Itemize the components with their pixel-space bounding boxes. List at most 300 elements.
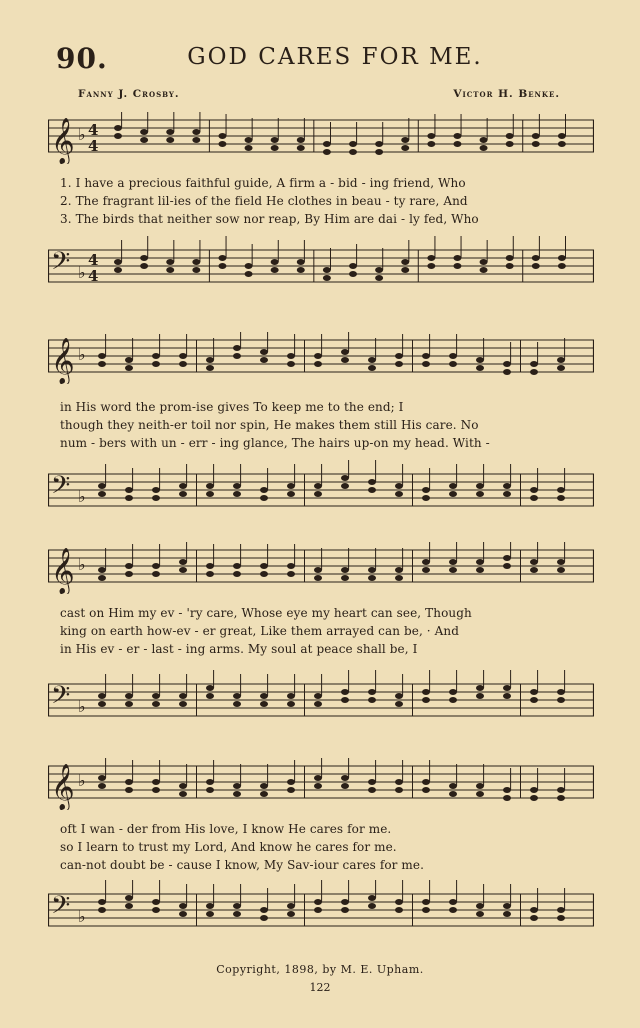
notehead	[192, 137, 200, 143]
notehead	[341, 575, 349, 581]
notehead	[506, 133, 514, 139]
notehead	[449, 353, 457, 359]
notehead	[530, 907, 538, 913]
notehead	[260, 701, 268, 707]
notehead	[401, 267, 409, 273]
notehead	[557, 795, 565, 801]
time-signature: 4	[88, 267, 99, 285]
notehead	[125, 779, 133, 785]
notehead	[530, 567, 538, 573]
bass-staff-system-3	[48, 670, 594, 732]
notehead	[152, 361, 160, 367]
notehead	[179, 483, 187, 489]
notehead	[125, 787, 133, 793]
notehead	[287, 701, 295, 707]
time-signature: 4	[88, 251, 99, 269]
notehead	[233, 693, 241, 699]
notehead	[206, 563, 214, 569]
notehead	[503, 483, 511, 489]
notehead	[287, 361, 295, 367]
notehead	[532, 133, 540, 139]
notehead	[297, 137, 305, 143]
hymn-title: GOD CARES FOR ME.	[187, 44, 483, 70]
treble-staff-system-1	[48, 112, 594, 164]
notehead	[125, 903, 133, 909]
notehead	[503, 563, 511, 569]
notehead	[503, 795, 511, 801]
notehead	[557, 357, 565, 363]
treble-clef-icon: 𝄞	[51, 764, 75, 810]
page-number: 122	[309, 981, 331, 994]
notehead	[314, 693, 322, 699]
notehead	[341, 697, 349, 703]
notehead	[206, 357, 214, 363]
notehead	[368, 479, 376, 485]
notehead	[287, 563, 295, 569]
notehead	[368, 779, 376, 785]
notehead	[260, 783, 268, 789]
lyric-line-4-1: oft I wan - der from His love, I know He cares for me.	[60, 822, 392, 836]
notehead	[206, 779, 214, 785]
notehead	[98, 353, 106, 359]
notehead	[323, 267, 331, 273]
notehead	[453, 263, 461, 269]
notehead	[179, 911, 187, 917]
notehead	[98, 361, 106, 367]
notehead	[506, 255, 514, 261]
notehead	[530, 697, 538, 703]
notehead	[368, 895, 376, 901]
notehead	[375, 149, 383, 155]
notehead	[179, 491, 187, 497]
notehead	[260, 571, 268, 577]
notehead	[152, 353, 160, 359]
notehead	[98, 907, 106, 913]
notehead	[152, 779, 160, 785]
notehead	[341, 783, 349, 789]
notehead	[368, 689, 376, 695]
notehead	[287, 911, 295, 917]
notehead	[395, 899, 403, 905]
notehead	[152, 495, 160, 501]
notehead	[140, 255, 148, 261]
notehead	[125, 563, 133, 569]
notehead	[260, 349, 268, 355]
notehead	[125, 495, 133, 501]
notehead	[503, 361, 511, 367]
notehead	[125, 365, 133, 371]
notehead	[233, 791, 241, 797]
notehead	[368, 697, 376, 703]
notehead	[530, 495, 538, 501]
notehead	[114, 267, 122, 273]
notehead	[449, 559, 457, 565]
notehead	[233, 571, 241, 577]
notehead	[480, 259, 488, 265]
notehead	[140, 263, 148, 269]
notehead	[98, 783, 106, 789]
notehead	[422, 495, 430, 501]
notehead	[152, 563, 160, 569]
notehead	[449, 899, 457, 905]
notehead	[395, 701, 403, 707]
notehead	[375, 275, 383, 281]
notehead	[166, 259, 174, 265]
notehead	[480, 267, 488, 273]
notehead	[503, 369, 511, 375]
notehead	[314, 899, 322, 905]
lyric-line-2-3: num - bers with un - err - ing glance, The hairs up-on my head. With -	[60, 436, 490, 450]
notehead	[557, 697, 565, 703]
notehead	[260, 357, 268, 363]
lyric-line-1-3: 3. The birds that neither sow nor reap, By Him are dai - ly fed, Who	[60, 212, 479, 226]
notehead	[480, 137, 488, 143]
notehead	[206, 903, 214, 909]
notehead	[395, 575, 403, 581]
notehead	[140, 129, 148, 135]
notehead	[422, 361, 430, 367]
notehead	[245, 271, 253, 277]
notehead	[449, 783, 457, 789]
notehead	[341, 567, 349, 573]
notehead	[140, 137, 148, 143]
copyright-notice: Copyright, 1898, by M. E. Upham.	[216, 963, 424, 976]
notehead	[341, 349, 349, 355]
notehead	[449, 483, 457, 489]
notehead	[557, 689, 565, 695]
notehead	[557, 487, 565, 493]
notehead	[503, 685, 511, 691]
notehead	[422, 353, 430, 359]
notehead	[314, 483, 322, 489]
notehead	[260, 563, 268, 569]
notehead	[532, 263, 540, 269]
notehead	[314, 701, 322, 707]
key-flat-icon: ♭	[78, 907, 86, 926]
notehead	[422, 697, 430, 703]
notehead	[368, 357, 376, 363]
notehead	[395, 693, 403, 699]
notehead	[476, 903, 484, 909]
notehead	[422, 559, 430, 565]
notehead	[125, 571, 133, 577]
treble-clef-icon: 𝄞	[51, 338, 75, 384]
lyric-line-1-1: 1. I have a precious faithful guide, A firm a - bid - ing friend, Who	[60, 176, 466, 190]
notehead	[558, 263, 566, 269]
notehead	[218, 255, 226, 261]
notehead	[114, 133, 122, 139]
notehead	[422, 689, 430, 695]
treble-staff-system-4	[48, 758, 594, 810]
lyric-line-3-2: king on earth how-ev - er great, Like them arrayed can be, · And	[60, 624, 460, 638]
notehead	[558, 133, 566, 139]
notehead	[125, 895, 133, 901]
notehead	[395, 361, 403, 367]
notehead	[152, 787, 160, 793]
notehead	[179, 783, 187, 789]
notehead	[297, 145, 305, 151]
notehead	[179, 567, 187, 573]
notehead	[287, 787, 295, 793]
notehead	[349, 141, 357, 147]
notehead	[114, 259, 122, 265]
notehead	[476, 911, 484, 917]
notehead	[557, 559, 565, 565]
notehead	[218, 263, 226, 269]
notehead	[341, 907, 349, 913]
treble-clef-icon: 𝄞	[51, 548, 75, 594]
notehead	[476, 685, 484, 691]
notehead	[206, 911, 214, 917]
notehead	[503, 491, 511, 497]
notehead	[314, 491, 322, 497]
notehead	[314, 907, 322, 913]
notehead	[532, 255, 540, 261]
notehead	[260, 495, 268, 501]
notehead	[449, 697, 457, 703]
notehead	[179, 361, 187, 367]
notehead	[125, 701, 133, 707]
notehead	[530, 559, 538, 565]
notehead	[260, 791, 268, 797]
key-flat-icon: ♭	[78, 263, 86, 282]
notehead	[323, 275, 331, 281]
notehead	[476, 357, 484, 363]
treble-staff-system-3	[48, 542, 594, 594]
time-signature: 4	[88, 137, 99, 155]
notehead	[368, 567, 376, 573]
notehead	[395, 907, 403, 913]
notehead	[341, 899, 349, 905]
notehead	[323, 149, 331, 155]
notehead	[314, 783, 322, 789]
notehead	[368, 903, 376, 909]
notehead	[245, 263, 253, 269]
notehead	[114, 125, 122, 131]
notehead	[422, 487, 430, 493]
notehead	[558, 255, 566, 261]
notehead	[125, 357, 133, 363]
notehead	[341, 775, 349, 781]
notehead	[245, 137, 253, 143]
notehead	[206, 787, 214, 793]
composer-credit: Victor H. Benke.	[453, 88, 560, 100]
notehead	[323, 141, 331, 147]
treble-clef-icon: 𝄞	[51, 118, 75, 164]
lyricist-credit: Fanny J. Crosby.	[78, 88, 180, 100]
notehead	[530, 787, 538, 793]
notehead	[341, 357, 349, 363]
notehead	[125, 487, 133, 493]
notehead	[152, 487, 160, 493]
notehead	[206, 365, 214, 371]
hymn-number: 90.	[56, 42, 108, 75]
notehead	[206, 571, 214, 577]
notehead	[401, 137, 409, 143]
notehead	[449, 491, 457, 497]
notehead	[476, 559, 484, 565]
notehead	[152, 571, 160, 577]
notehead	[368, 575, 376, 581]
notehead	[349, 263, 357, 269]
notehead	[287, 903, 295, 909]
notehead	[314, 775, 322, 781]
notehead	[503, 787, 511, 793]
notehead	[427, 141, 435, 147]
notehead	[233, 911, 241, 917]
key-flat-icon: ♭	[78, 345, 86, 364]
notehead	[476, 491, 484, 497]
notehead	[192, 129, 200, 135]
lyric-line-4-3: can-not doubt be - cause I know, My Sav-iour cares for me.	[60, 858, 425, 872]
notehead	[179, 791, 187, 797]
notehead	[506, 141, 514, 147]
notehead	[314, 575, 322, 581]
bass-staff-system-2	[48, 460, 594, 522]
notehead	[206, 491, 214, 497]
notehead	[395, 787, 403, 793]
notehead	[287, 491, 295, 497]
bass-staff-system-4	[48, 880, 594, 942]
bass-clef-icon: 𝄢	[51, 247, 71, 282]
notehead	[530, 795, 538, 801]
lyric-line-2-2: though they neith-er toil nor spin, He makes them still His care. No	[60, 418, 479, 432]
notehead	[98, 575, 106, 581]
notehead	[422, 899, 430, 905]
notehead	[233, 483, 241, 489]
notehead	[98, 483, 106, 489]
notehead	[152, 899, 160, 905]
notehead	[98, 701, 106, 707]
notehead	[506, 263, 514, 269]
notehead	[179, 353, 187, 359]
notehead	[503, 903, 511, 909]
notehead	[314, 361, 322, 367]
lyric-line-2-1: in His word the prom-ise gives To keep me to the end; I	[60, 400, 404, 414]
notehead	[503, 555, 511, 561]
notehead	[98, 775, 106, 781]
notehead	[98, 491, 106, 497]
notehead	[271, 145, 279, 151]
notehead	[218, 141, 226, 147]
notehead	[427, 133, 435, 139]
notehead	[401, 259, 409, 265]
notehead	[287, 571, 295, 577]
notehead	[206, 693, 214, 699]
notehead	[532, 141, 540, 147]
notehead	[427, 255, 435, 261]
notehead	[375, 141, 383, 147]
notehead	[233, 701, 241, 707]
notehead	[480, 145, 488, 151]
notehead	[297, 259, 305, 265]
notehead	[206, 685, 214, 691]
notehead	[530, 361, 538, 367]
notehead	[449, 361, 457, 367]
notehead	[179, 559, 187, 565]
notehead	[271, 267, 279, 273]
key-flat-icon: ♭	[78, 125, 86, 144]
notehead	[233, 345, 241, 351]
notehead	[287, 693, 295, 699]
notehead	[233, 783, 241, 789]
notehead	[260, 693, 268, 699]
notehead	[530, 689, 538, 695]
notehead	[449, 907, 457, 913]
bass-clef-icon: 𝄢	[51, 891, 71, 926]
notehead	[271, 137, 279, 143]
notehead	[341, 689, 349, 695]
notehead	[192, 267, 200, 273]
notehead	[557, 907, 565, 913]
notehead	[349, 149, 357, 155]
notehead	[166, 129, 174, 135]
key-flat-icon: ♭	[78, 697, 86, 716]
notehead	[530, 487, 538, 493]
notehead	[233, 353, 241, 359]
notehead	[179, 701, 187, 707]
notehead	[395, 483, 403, 489]
notehead	[233, 563, 241, 569]
notehead	[260, 915, 268, 921]
notehead	[476, 365, 484, 371]
notehead	[368, 365, 376, 371]
notehead	[453, 255, 461, 261]
lyric-line-4-2: so I learn to trust my Lord, And know he cares for me.	[60, 840, 397, 854]
notehead	[368, 487, 376, 493]
lyric-line-1-2: 2. The fragrant lil-ies of the field He clothes in beau - ty rare, And	[60, 194, 468, 208]
notehead	[368, 787, 376, 793]
notehead	[375, 267, 383, 273]
notehead	[557, 567, 565, 573]
notehead	[395, 779, 403, 785]
notehead	[557, 365, 565, 371]
notehead	[395, 353, 403, 359]
notehead	[125, 693, 133, 699]
notehead	[453, 133, 461, 139]
notehead	[449, 567, 457, 573]
notehead	[341, 483, 349, 489]
notehead	[260, 487, 268, 493]
notehead	[530, 915, 538, 921]
time-signature: 4	[88, 121, 99, 139]
notehead	[297, 267, 305, 273]
notehead	[166, 267, 174, 273]
notehead	[476, 783, 484, 789]
notehead	[476, 483, 484, 489]
notehead	[503, 911, 511, 917]
notehead	[395, 567, 403, 573]
notehead	[152, 907, 160, 913]
notehead	[476, 791, 484, 797]
notehead	[503, 693, 511, 699]
notehead	[422, 779, 430, 785]
notehead	[233, 903, 241, 909]
notehead	[245, 145, 253, 151]
notehead	[558, 141, 566, 147]
notehead	[476, 693, 484, 699]
notehead	[314, 353, 322, 359]
notehead	[287, 779, 295, 785]
key-flat-icon: ♭	[78, 487, 86, 506]
notehead	[98, 567, 106, 573]
notehead	[557, 495, 565, 501]
notehead	[98, 693, 106, 699]
notehead	[287, 353, 295, 359]
notehead	[341, 475, 349, 481]
notehead	[449, 689, 457, 695]
notehead	[166, 137, 174, 143]
